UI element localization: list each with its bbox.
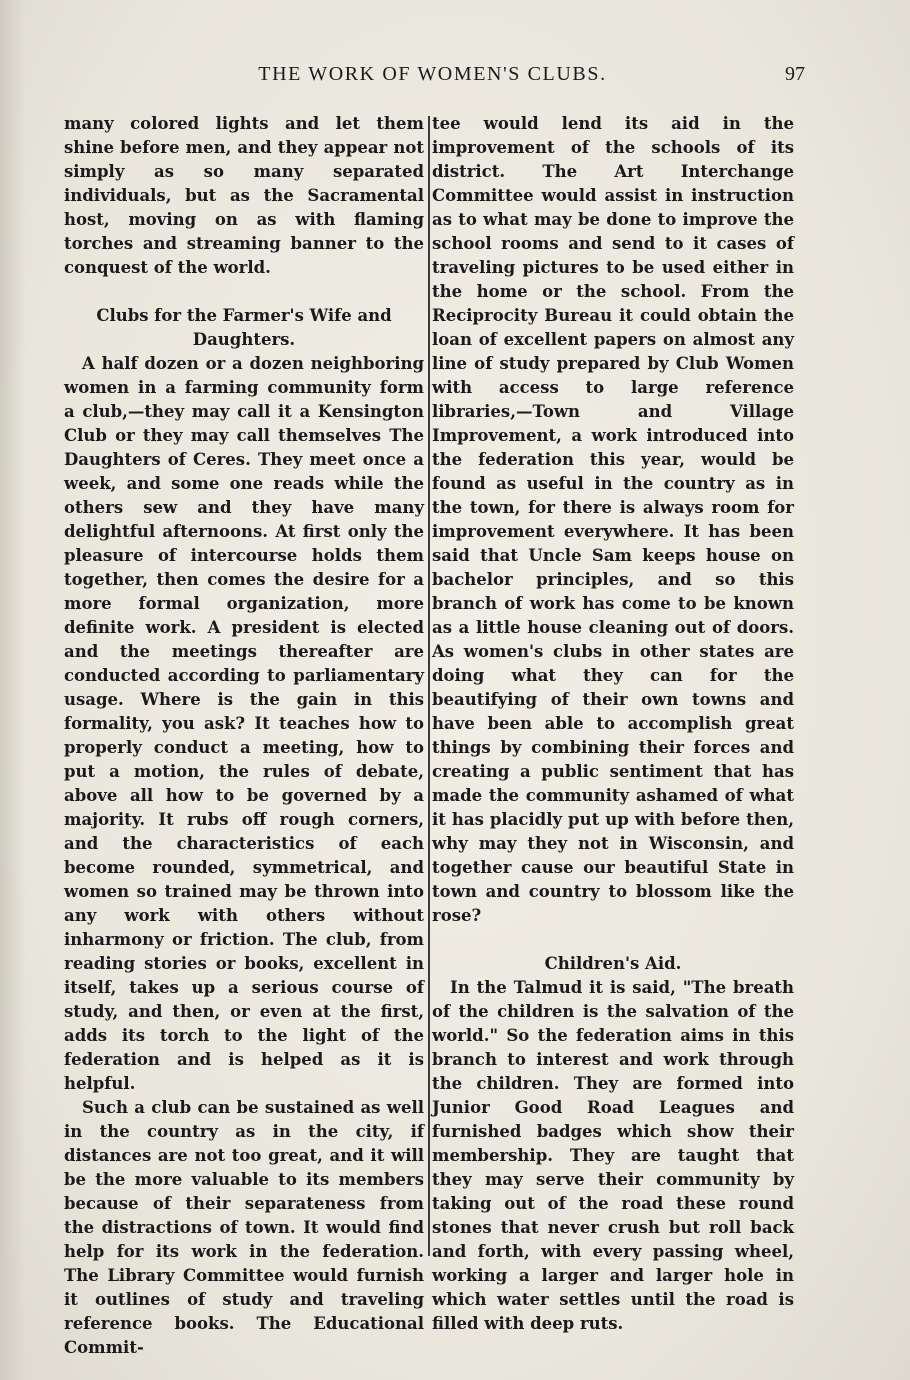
section-heading-childrens-aid: Children's Aid. xyxy=(544,954,682,973)
running-head: THE WORK OF WOMEN'S CLUBS. xyxy=(258,63,607,85)
page-number: 97 xyxy=(785,63,805,85)
page-header xyxy=(60,63,805,89)
page-edge-shadow xyxy=(0,0,26,1380)
continued-paragraph: tee would lend its aid in the improvement of the schools of its district. The Art Interchange Committee would assist in instruction as to what may be done to improve the school rooms and send to it cases of traveling pictures to be used either in the home or the school. From the Reciprocity Bureau it could obtain the loan of excellent papers on almost any line of study prepared by Club Women with access to large reference libraries,—Town and Village Improvement, a work introduced into the federation this year, would be found as useful in the country as in the town, for there is always room for improvement everywhere. It has been said that Uncle Sam keeps house on bachelor principles, and so this branch of work has come to be known as a little house cleaning out of doors. As women's clubs in other states are doing what they can for the beautifying of their own towns and have been able to accomplish great things by combining their forces and creating a public sentiment that has made the community ashamed of what it has placidly put up with before then, why may they not in Wisconsin, and together cause our beautiful State in town and country to blossom like the rose? xyxy=(432,114,794,925)
right-column xyxy=(432,112,794,1336)
section-heading-farmers-clubs: Clubs for the Farmer's Wife and Daughters. xyxy=(96,306,392,349)
spacer xyxy=(432,928,794,952)
spacer xyxy=(64,280,424,304)
body-paragraph: A half dozen or a dozen neighboring women in a farming community form a club,—they may call it a Kensington Club or they may call themselves The Daughters of Ceres. They meet once a week, and some one reads while the others sew and they have many delightful afternoons. At first only the pleasure of intercourse holds them together, then comes the desire for a more formal organization, more definite work. A president is elected and the meetings thereafter are conducted according to parliamentary usage. Where is the gain in this formality, you ask? It teaches how to properly conduct a meeting, how to put a motion, the rules of debate, above all how to be governed by a majority. It rubs off rough corners, and the characteristics of each become rounded, symmetrical, and women so trained may be thrown into any work with others without inharmony or friction. The club, from reading stories or books, excellent in itself, takes up a serious course of study, and then, or even at the first, adds its torch to the light of the federation and is helped as it is helpful. xyxy=(64,354,424,1093)
body-paragraph: In the Talmud it is said, "The breath of the children is the salvation of the world." So the federation aims in this branch to interest and work through the children. They are formed into Junior Good Road Leagues and furnished badges which show their membership. They are taught that they may serve their community by taking out of the road these round stones that never crush but roll back and forth, with every passing wheel, working a larger and larger hole in which water settles until the road is filled with deep ruts. xyxy=(432,978,794,1333)
left-column xyxy=(64,112,424,1360)
column-divider xyxy=(428,116,430,1256)
body-paragraph: Such a club can be sustained as well in the country as in the city, if distances are not too great, and it will be the more valuable to its members because of their separateness from the distractions of town. It would find help for its work in the federation. The Library Committee would furnish it outlines of study and traveling reference books. The Educational Commit- xyxy=(64,1098,424,1357)
intro-paragraph: many colored lights and let them shine before men, and they appear not simply as so many separated individuals, but as the Sacramental host, moving on as with flaming torches and streaming banner to the conquest of the world. xyxy=(64,114,424,277)
